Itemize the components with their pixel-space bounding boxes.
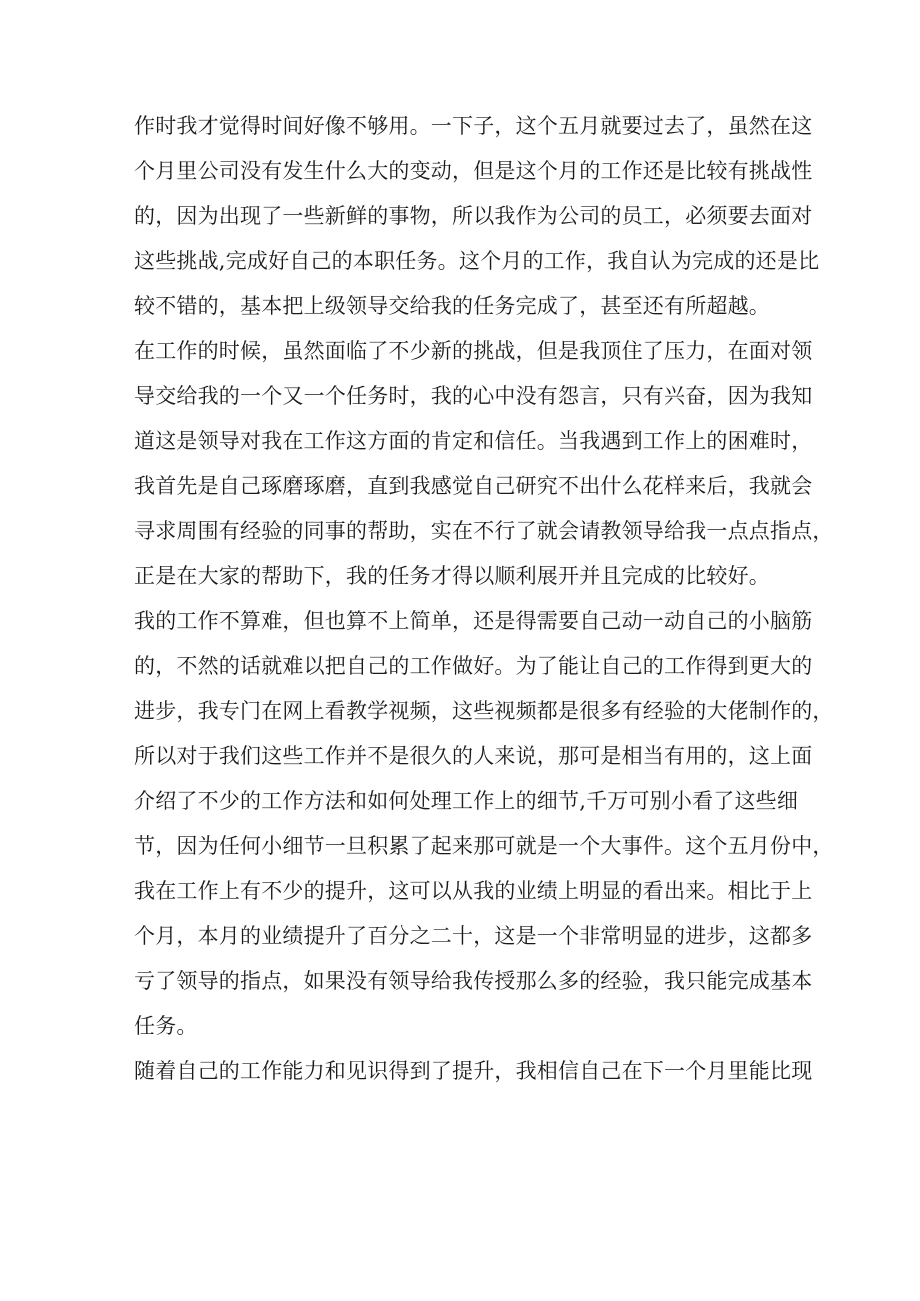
text-line: 较不错的，基本把上级领导交给我的任务完成了，甚至还有所超越。 — [134, 294, 770, 318]
text-line: 进步，我专门在网上看教学视频，这些视频都是很多有经验的大佬制作的， — [134, 699, 834, 723]
text-line: 亏了领导的指点，如果没有领导给我传授那么多的经验，我只能完成基本 — [134, 969, 813, 993]
text-line: 我的工作不算难，但也算不上简单，还是得需要自己动一动自己的小脑筋 — [134, 609, 813, 633]
text-line: 的，不然的话就难以把自己的工作做好。为了能让自己的工作得到更大的 — [134, 654, 813, 678]
text-line: 介绍了不少的工作方法和如何处理工作上的细节,千万可别小看了这些细 — [134, 789, 799, 813]
text-line: 随着自己的工作能力和见识得到了提升，我相信自己在下一个月里能比现 — [134, 1059, 813, 1083]
text-line: 节，因为任何小细节一旦积累了起来那可就是一个大事件。这个五月份中， — [134, 834, 834, 858]
text-line: 这些挑战,完成好自己的本职任务。这个月的工作，我自认为完成的还是比 — [134, 249, 820, 273]
text-line: 个月里公司没有发生什么大的变动，但是这个月的工作还是比较有挑战性 — [134, 159, 813, 183]
text-line: 作时我才觉得时间好像不够用。一下子，这个五月就要过去了，虽然在这 — [134, 114, 813, 138]
text-line: 任务。 — [134, 1014, 198, 1038]
text-line: 个月，本月的业绩提升了百分之二十，这是一个非常明显的进步，这都多 — [134, 924, 813, 948]
text-line: 所以对于我们这些工作并不是很久的人来说，那可是相当有用的，这上面 — [134, 744, 813, 768]
text-line: 寻求周围有经验的同事的帮助，实在不行了就会请教领导给我一点点指点， — [134, 519, 834, 543]
text-line: 道这是领导对我在工作这方面的肯定和信任。当我遇到工作上的困难时， — [134, 429, 813, 453]
text-line: 我在工作上有不少的提升，这可以从我的业绩上明显的看出来。相比于上 — [134, 879, 813, 903]
text-line: 的，因为出现了一些新鲜的事物，所以我作为公司的员工，必须要去面对 — [134, 204, 813, 228]
text-line: 正是在大家的帮助下，我的任务才得以顺利展开并且完成的比较好。 — [134, 564, 770, 588]
text-line: 我首先是自己琢磨琢磨，直到我感觉自己研究不出什么花样来后，我就会 — [134, 474, 813, 498]
text-line: 导交给我的一个又一个任务时，我的心中没有怨言，只有兴奋，因为我知 — [134, 384, 813, 408]
text-line: 在工作的时候，虽然面临了不少新的挑战，但是我顶住了压力，在面对领 — [134, 339, 813, 363]
document-body — [134, 104, 834, 1094]
